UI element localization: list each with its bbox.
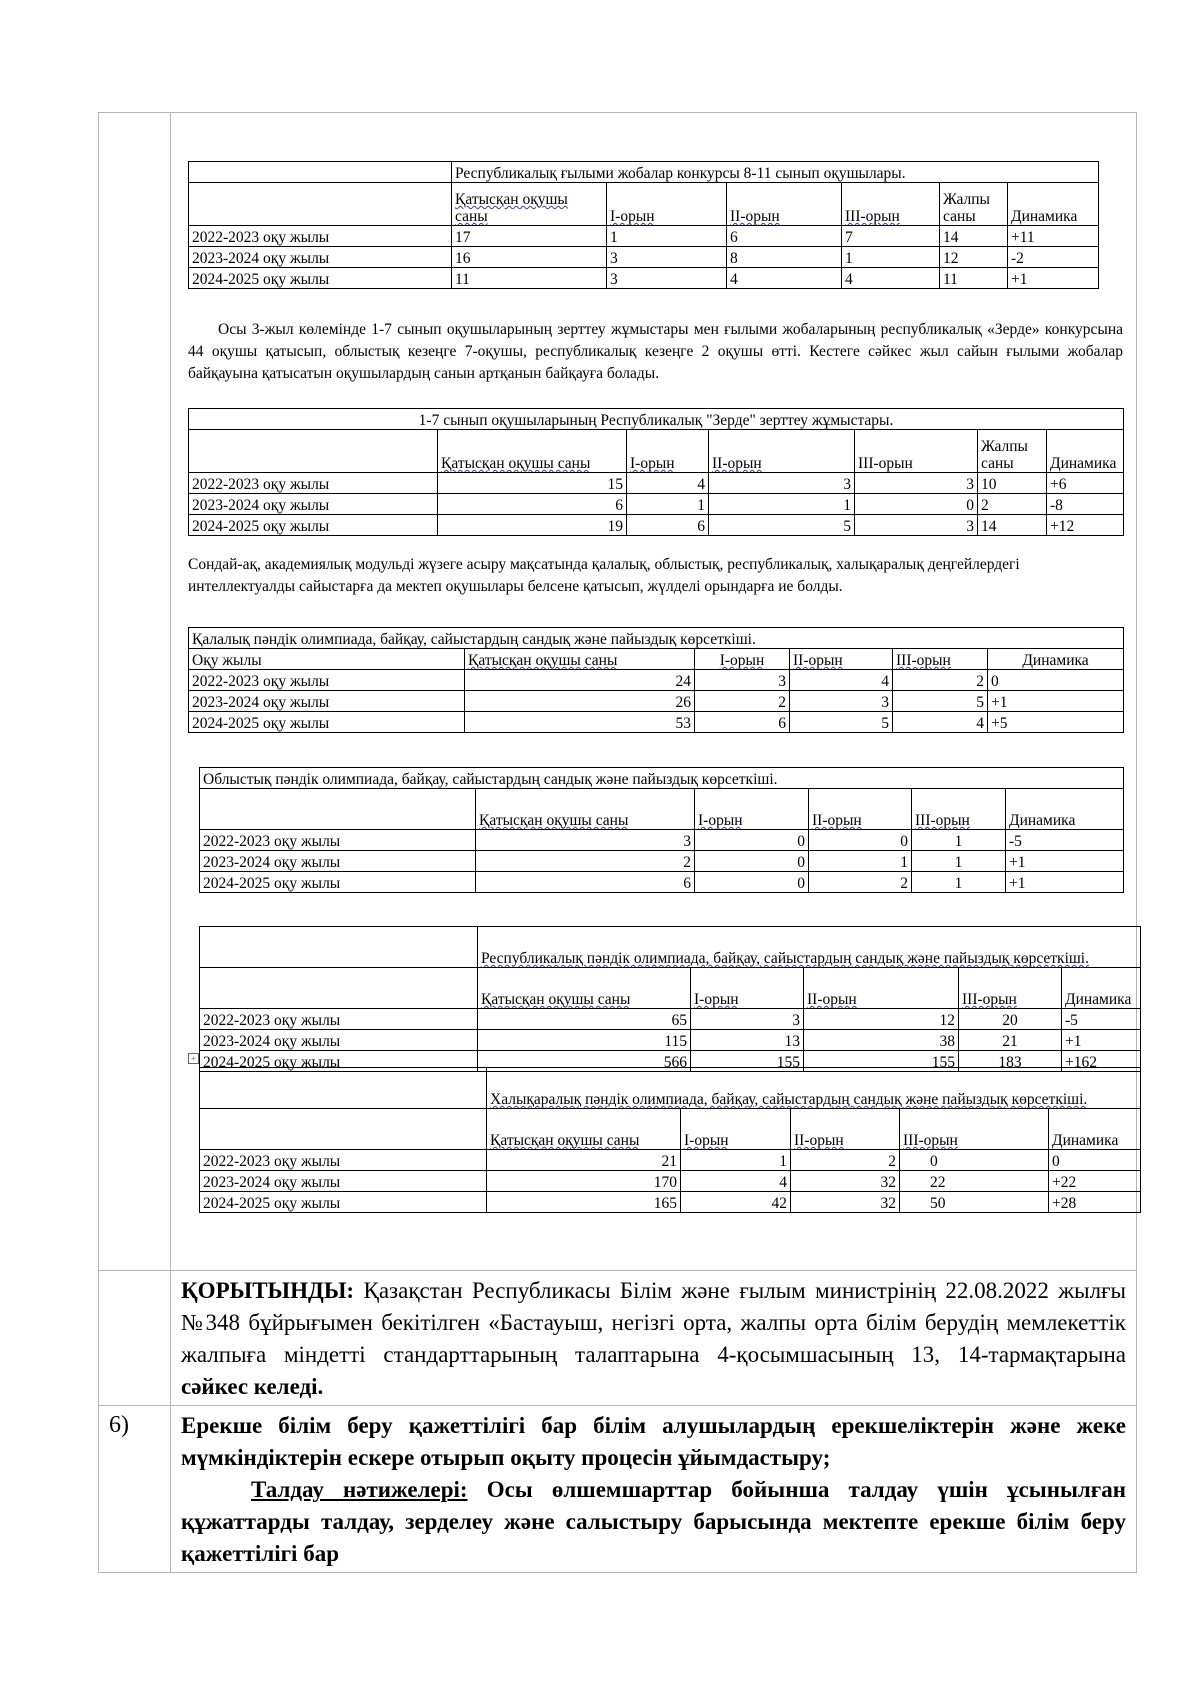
table-move-handle-icon[interactable]: + xyxy=(188,1053,199,1064)
table-row: 2022-2023 оқу жылы 21 1 2 0 0 xyxy=(200,1150,1141,1171)
header-cell: ІІ-орын xyxy=(730,208,780,225)
table-row: 2024-2025 оқу жылы 6 0 2 1 +1 xyxy=(200,872,1124,893)
table-row: 2022-2023 оқу жылы 24 3 4 2 0 xyxy=(189,670,1124,691)
table-republican-olympiad xyxy=(199,926,1141,1072)
header-cell: Жалпы саны xyxy=(981,438,1028,472)
table-city-olympiad xyxy=(188,627,1124,733)
table-science-projects xyxy=(188,161,1099,289)
header-cell: ІІ-орын xyxy=(712,455,762,472)
item-number: 6) xyxy=(99,1406,171,1572)
header-cell: Қатысқан оқушы саны xyxy=(468,652,618,669)
number-cell xyxy=(99,1271,171,1405)
header-cell: Динамика xyxy=(1011,208,1078,225)
table-zerde xyxy=(188,408,1124,536)
header-cell: Динамика xyxy=(1052,1132,1119,1149)
header-cell: ІІ-орын xyxy=(793,652,843,669)
header-cell: Динамика xyxy=(1050,455,1117,472)
table-row: 2022-2023 оқу жылы 65 3 12 20 -5 xyxy=(200,1009,1141,1030)
table-row: 2024-2025 оқу жылы 19 6 5 3 14 +12 xyxy=(189,515,1124,536)
header-cell: ІІІ-орын xyxy=(903,1132,958,1149)
table-title: 1-7 сынып оқушыларының Республикалық "Зерде" зерттеу жұмыстары. xyxy=(189,409,1124,430)
header-cell: І-орын xyxy=(698,812,743,829)
header-cell: ІІ-орын xyxy=(807,991,857,1008)
header-cell: Қатысқан оқушы саны xyxy=(441,455,591,472)
table-row: 2022-2023 оқу жылы 17 1 6 7 14 +11 xyxy=(189,226,1099,247)
outer-table xyxy=(98,112,1137,1573)
header-cell: ІІІ-орын xyxy=(915,812,970,829)
header-cell: ІІІ-орын xyxy=(896,652,951,669)
table-row: 2022-2023 оқу жылы 15 4 3 3 10 +6 xyxy=(189,473,1124,494)
table-title: Қалалық пәндік олимпиада, байқау, сайыстардың сандық және пайыздық көрсеткіші. xyxy=(189,628,1124,649)
table-row: 2023-2024 оқу жылы 26 2 3 5 +1 xyxy=(189,691,1124,712)
header-cell: Оқу жылы xyxy=(192,652,262,669)
row-conclusion xyxy=(99,1270,1136,1405)
table-title: Республикалық пәндік олимпиада, байқау, сайыстардың сандық және пайыздық көрсеткіші. xyxy=(481,950,1089,967)
header-cell: Қатысқан оқушы саны xyxy=(455,191,568,225)
table-row: 2024-2025 оқу жылы 165 42 32 50 +28 xyxy=(200,1192,1141,1213)
header-cell: Қатысқан оқушы саны xyxy=(479,812,629,829)
header-cell: Динамика xyxy=(1009,812,1076,829)
header-cell: ІІ-орын xyxy=(812,812,862,829)
table-row: 2023-2024 оқу жылы 115 13 38 21 +1 xyxy=(200,1030,1141,1051)
table-title: Облыстық пәндік олимпиада, байқау, сайыстардың сандық және пайыздық көрсеткіші. xyxy=(200,768,1124,789)
header-cell: Қатысқан оқушы саны xyxy=(490,1132,640,1149)
table-row: 2023-2024 оқу жылы 16 3 8 1 12 -2 xyxy=(189,247,1099,268)
paragraph-zerde: Осы 3-жыл көлемінде 1-7 сынып оқушыларының зерттеу жұмыстары мен ғылыми жобаларының республикалық «Зерде» конкурсына 44 оқушы қатысып, облыстық кезеңге 7-оқушы, республикалық кезеңге 2 оқушы өтті. Кестеге сәйкес жыл сайын ғылыми жобалар байқауына қатысатын оқушылардың санын артқанын байқауға болады. xyxy=(188,321,1123,382)
table-row: 2022-2023 оқу жылы 3 0 0 1 -5 xyxy=(200,830,1124,851)
content-area xyxy=(171,113,1136,1270)
number-cell xyxy=(99,113,171,1270)
header-cell: І-орын xyxy=(630,455,675,472)
table-row: 2024-2025 оқу жылы 566 155 155 183 +162 xyxy=(200,1051,1141,1072)
item-6-heading: Ерекше білім беру қажеттілігі бар білім алушылардың ерекшеліктерін және жеке мүмкіндіктерін ескере отырып оқыту процесін ұйымдастыру; xyxy=(181,1413,1126,1470)
table-regional-olympiad xyxy=(199,767,1124,893)
table-row: 2023-2024 оқу жылы 6 1 1 0 2 -8 xyxy=(189,494,1124,515)
header-cell: І-орын xyxy=(719,652,765,669)
table-row: 2023-2024 оқу жылы 2 0 1 1 +1 xyxy=(200,851,1124,872)
row-item-6 xyxy=(99,1405,1136,1572)
header-cell: Динамика xyxy=(1022,652,1089,669)
table-row: 2023-2024 оқу жылы 170 4 32 22 +22 xyxy=(200,1171,1141,1192)
item-6-text: Ерекше білім беру қажеттілігі бар білім алушылардың ерекшеліктерін және жеке мүмкіндіктерін ескере отырып оқыту процесін ұйымдастыру; Талдау нәтижелері: Осы өлшемшарттар бойынша талдау үшін ұсынылған құжаттарды талдау, зерделеу және салыстыру барысында мектепте ерекше білім беру қажеттілігі бар xyxy=(171,1406,1136,1572)
conclusion-text: ҚОРЫТЫНДЫ: Қазақстан Республикасы Білім және ғылым министрінің 22.08.2022 жылғы №348 бұйрығымен бекітілген «Бастауыш, негізгі орта, жалпы орта білім берудің мемлекеттік жалпыға міндетті стандарттарының талаптарына 4-қосымшасының 13, 14-тармақтарына сәйкес келеді. xyxy=(181,1278,1126,1399)
table-row: 2024-2025 оқу жылы 53 6 5 4 +5 xyxy=(189,712,1124,733)
row-content xyxy=(99,113,1136,1270)
table-title: Республикалық ғылыми жобалар конкурсы 8-11 сынып оқушылары. xyxy=(452,162,1099,183)
header-cell: ІІІ-орын xyxy=(962,991,1017,1008)
table-international-olympiad xyxy=(199,1067,1141,1213)
header-cell: І-орын xyxy=(684,1132,729,1149)
table-title: Халықаралық пәндік олимпиада, байқау, сайыстардың сандық және пайыздық көрсеткіші. xyxy=(490,1091,1088,1108)
table-row: 2024-2025 оқу жылы 11 3 4 4 11 +1 xyxy=(189,268,1099,289)
header-cell: Қатысқан оқушы саны xyxy=(481,991,631,1008)
header-cell: І-орын xyxy=(610,208,655,225)
header-cell: Жалпы саны xyxy=(943,191,990,225)
conclusion-label: ҚОРЫТЫНДЫ: xyxy=(181,1278,355,1303)
header-cell: ІІ-орын xyxy=(794,1132,844,1149)
header-cell: ІІІ-орын xyxy=(858,455,913,472)
paragraph-academic: Сондай-ақ, академиялық модульді жүзеге асыру мақсатында қалалық, облыстық, республикалық, халықаралық деңгейлердегі интеллектуалды сайыстарға да мектеп оқушылары белсене қатысып, жүлделі орындарға ие болды. xyxy=(188,556,1020,595)
header-cell: Динамика xyxy=(1065,991,1132,1008)
header-cell: І-орын xyxy=(694,991,739,1008)
content-cell xyxy=(171,113,1136,1270)
analysis-label: Талдау нәтижелері: xyxy=(251,1477,468,1502)
header-cell: ІІІ-орын xyxy=(845,208,900,225)
